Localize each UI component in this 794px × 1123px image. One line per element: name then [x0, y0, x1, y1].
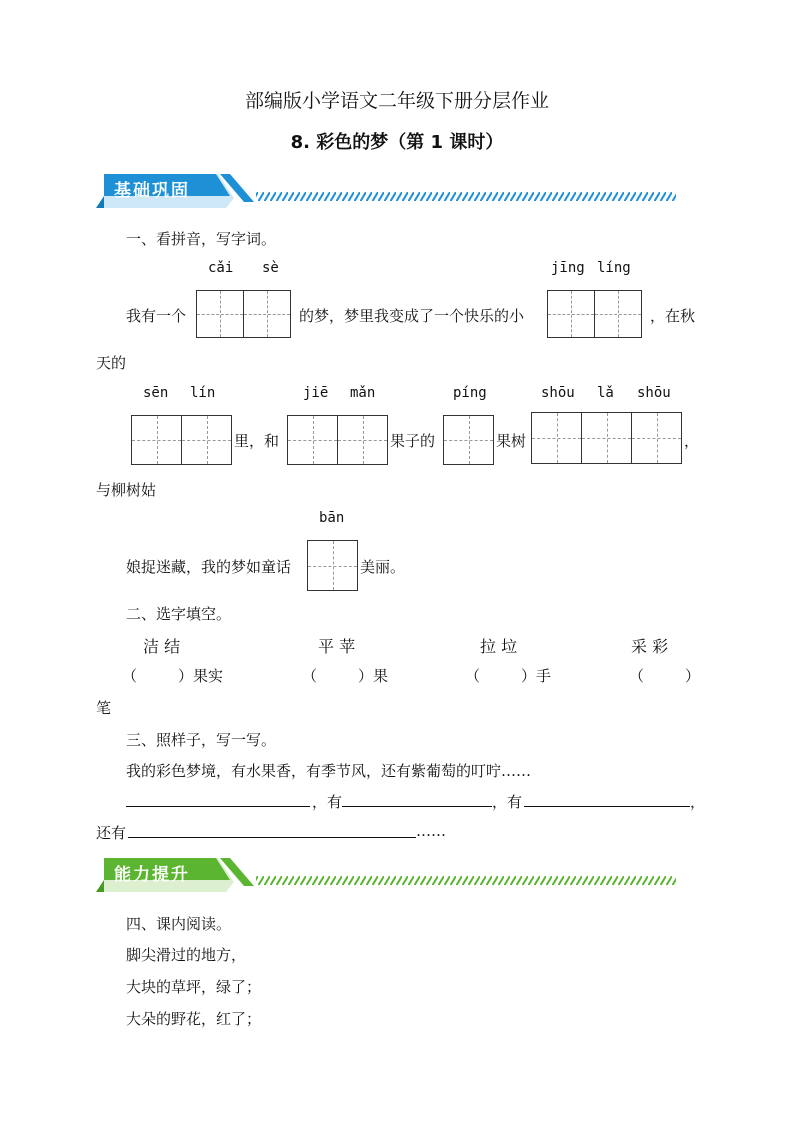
q3-you-2: ，有: [492, 793, 523, 811]
q4-heading: 四、课内阅读。: [126, 915, 232, 933]
paren-open-3: （: [465, 667, 481, 685]
q4-line-2: 大块的草坪，绿了；: [126, 978, 262, 996]
pinyin-shou: shōu: [541, 385, 575, 401]
q2-item-guo: 果: [373, 667, 389, 685]
choice-ping: 平 苹: [318, 637, 356, 656]
q1-line1-c: ，在秋: [650, 307, 696, 325]
q3-blank-2[interactable]: [342, 805, 492, 807]
paren-open-2: （: [302, 667, 318, 685]
q3-you-1: ，有: [312, 793, 343, 811]
q3-heading: 三、照样子，写一写。: [126, 731, 277, 749]
paren-close-3: ）: [521, 667, 537, 685]
section-label-basic: 基础巩固: [114, 181, 190, 201]
paren-close-4: ）: [685, 667, 701, 685]
q3-ellipsis: ……: [416, 822, 446, 840]
pinyin-la: lǎ: [597, 385, 614, 401]
q1-line3-d: ，: [684, 432, 700, 450]
answer-grid-jingling[interactable]: [547, 290, 642, 338]
pinyin-sen: sēn: [143, 385, 169, 401]
q3-haiyou: 还有: [96, 824, 127, 842]
answer-grid-senlin[interactable]: [131, 415, 232, 465]
q1-line5-a: 娘捉迷藏，我的梦如童话: [126, 558, 292, 576]
q4-line-3: 大朵的野花，红了；: [126, 1010, 262, 1028]
paren-open-1: （: [122, 667, 138, 685]
answer-grid-shoulashou[interactable]: [531, 412, 682, 464]
q2-item-shou: 手: [536, 667, 552, 685]
section-label-advanced: 能力提升: [114, 865, 190, 885]
pinyin-cai: cǎi: [208, 260, 234, 276]
pinyin-jie: jiē: [303, 385, 329, 401]
paren-open-4: （: [629, 667, 645, 685]
q2-item-guoshi: 果实: [193, 667, 224, 685]
q3-blank-4[interactable]: [128, 836, 416, 838]
choice-cai: 采 彩: [631, 637, 669, 656]
pinyin-se: sè: [262, 260, 279, 276]
paren-close-1: ）: [178, 667, 194, 685]
answer-grid-ban[interactable]: [307, 540, 358, 591]
pinyin-ban: bān: [319, 510, 345, 526]
q1-line4: 与柳树姑: [96, 481, 157, 499]
answer-grid-jieman[interactable]: [287, 415, 388, 465]
choice-la: 拉 垃: [480, 637, 518, 656]
q2-item-bi: 笔: [96, 699, 112, 717]
q1-line3-c: 果树: [496, 432, 527, 450]
q3-comma: ，: [690, 793, 706, 811]
q1-line1-b: 的梦，梦里我变成了一个快乐的小: [299, 307, 525, 325]
q1-line5-b: 美丽。: [360, 558, 406, 576]
q3-example: 我的彩色梦境，有水果香，有季节风，还有紫葡萄的叮咛……: [126, 762, 532, 780]
q1-line3-b: 果子的: [390, 432, 436, 450]
pinyin-ping: píng: [453, 385, 487, 401]
pinyin-ling: líng: [597, 260, 631, 276]
pinyin-jing: jīng: [551, 260, 585, 276]
section-banner-basic: [96, 172, 676, 206]
section-banner-advanced: [96, 856, 676, 890]
q4-line-1: 脚尖滑过的地方，: [126, 946, 247, 964]
q3-blank-3[interactable]: [524, 805, 690, 807]
page-title: 部编版小学语文二年级下册分层作业: [244, 90, 549, 112]
q1-line2: 天的: [96, 354, 127, 372]
q2-heading: 二、选字填空。: [126, 605, 232, 623]
q1-heading: 一、看拼音，写字词。: [126, 230, 277, 248]
lesson-subtitle: 8. 彩色的梦（第 1 课时）: [290, 132, 504, 153]
choice-jie: 洁 结: [143, 637, 181, 656]
paren-close-2: ）: [358, 667, 374, 685]
q1-line3-a: 里，和: [234, 432, 280, 450]
answer-grid-caise[interactable]: [196, 290, 291, 338]
q3-blank-1[interactable]: [126, 805, 310, 807]
pinyin-shou-2: shōu: [637, 385, 671, 401]
q1-line1-a: 我有一个: [126, 307, 187, 325]
answer-grid-ping[interactable]: [443, 415, 494, 465]
pinyin-man: mǎn: [350, 385, 376, 401]
pinyin-lin: lín: [190, 385, 216, 401]
